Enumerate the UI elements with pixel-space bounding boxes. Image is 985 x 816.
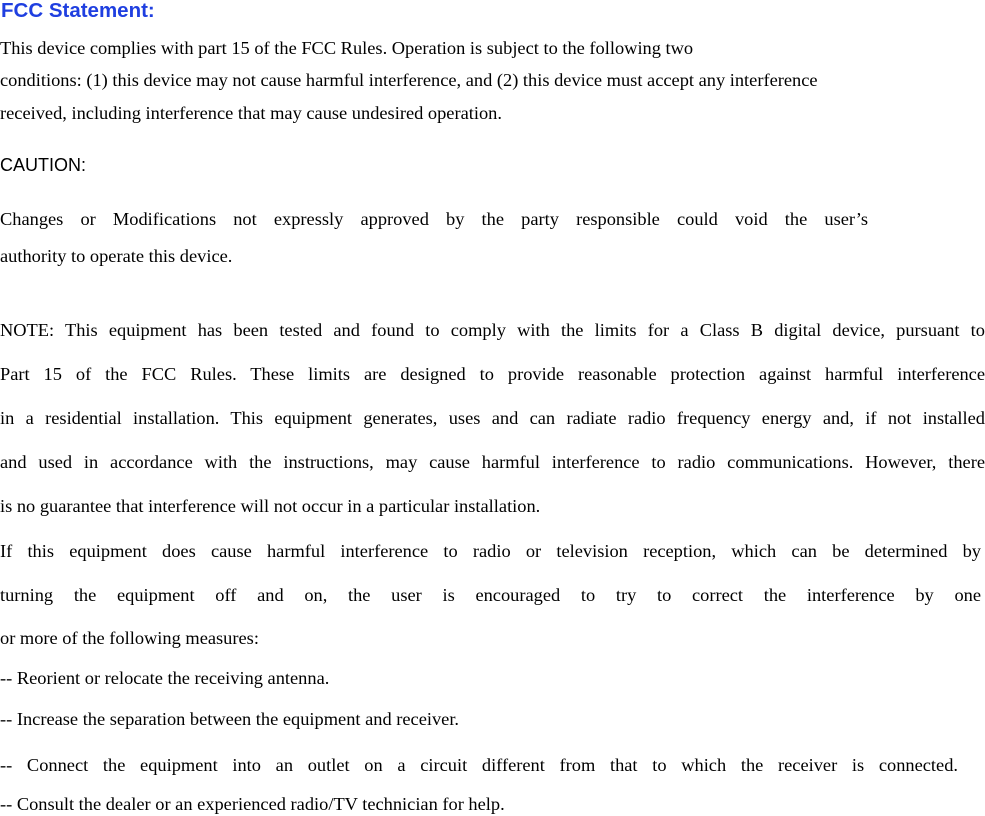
note-line: Part 15 of the FCC Rules. These limits are designed to provide reasonable protection against harmful interference [0, 364, 985, 384]
page-title: FCC Statement: [1, 0, 155, 22]
list-item: -- Reorient or relocate the receiving antenna. [0, 668, 330, 688]
caution-line: Changes or Modifications not expressly approved by the party responsible could void the user’s [0, 209, 868, 229]
interference-line: or more of the following measures: [0, 628, 259, 648]
interference-line: If this equipment does cause harmful interference to radio or television reception, which can be determined by [0, 541, 981, 561]
list-item: -- Connect the equipment into an outlet on a circuit different from that to which the receiver is connected. [0, 755, 958, 775]
intro-line: This device complies with part 15 of the FCC Rules. Operation is subject to the following two [0, 38, 694, 58]
caution-heading: CAUTION: [0, 155, 87, 175]
intro-line: conditions: (1) this device may not cause harmful interference, and (2) this device must accept any interference [0, 70, 818, 90]
intro-line: received, including interference that may cause undesired operation. [0, 103, 502, 123]
list-item: -- Consult the dealer or an experienced radio/TV technician for help. [0, 794, 505, 814]
note-line: in a residential installation. This equipment generates, uses and can radiate radio frequency energy and, if not installed [0, 408, 985, 428]
interference-line: turning the equipment off and on, the user is encouraged to try to correct the interference by one [0, 585, 981, 605]
note-line: is no guarantee that interference will not occur in a particular installation. [0, 496, 541, 516]
note-line: and used in accordance with the instructions, may cause harmful interference to radio communications. However, there [0, 452, 985, 472]
caution-line: authority to operate this device. [0, 246, 233, 266]
note-line: NOTE: This equipment has been tested and found to comply with the limits for a Class B digital device, pursuant to [0, 320, 985, 340]
list-item: -- Increase the separation between the equipment and receiver. [0, 709, 460, 729]
